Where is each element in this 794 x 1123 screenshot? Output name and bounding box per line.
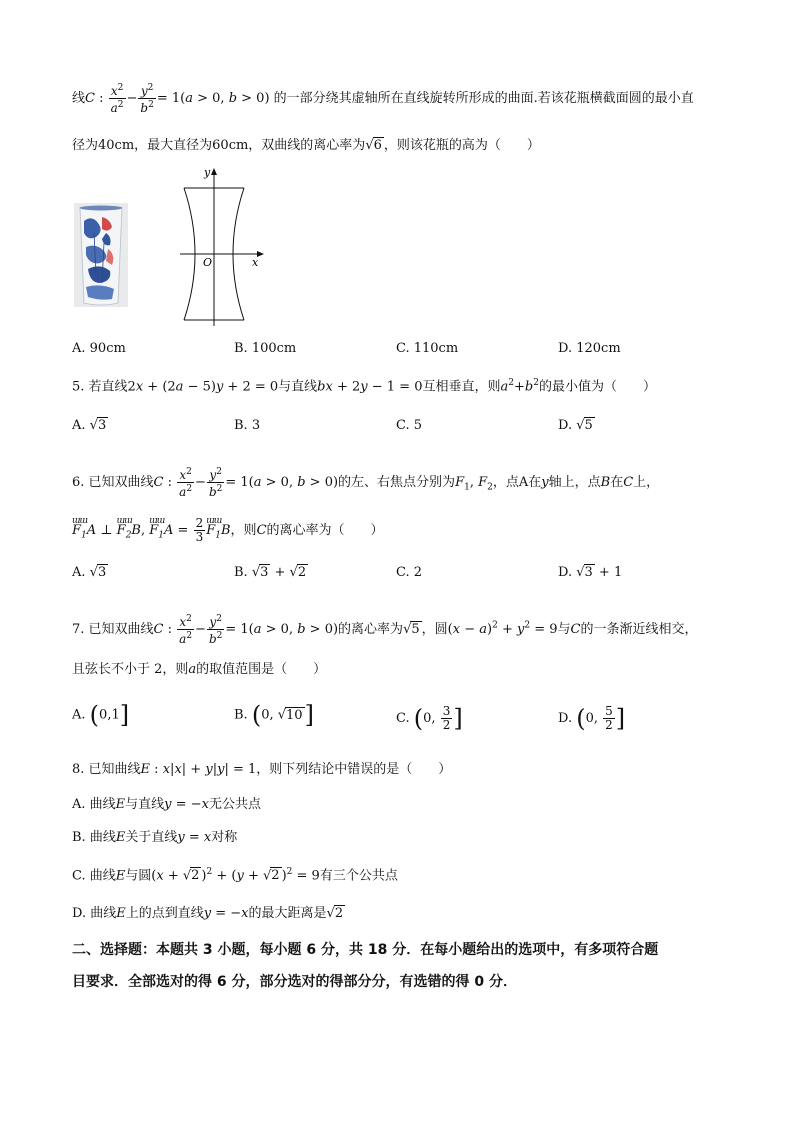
q7-stem-line-2: 且弦长不小于 2，则a的取值范围是（ ） xyxy=(72,662,327,677)
q7-option-a[interactable]: A. (0,1] xyxy=(72,701,130,729)
vase-image xyxy=(74,203,128,307)
q4-line-2: 径为40cm，最大直径为60cm，双曲线的离心率为√6 ，则该花瓶的高为（ ） xyxy=(72,138,540,153)
q4-option-b[interactable]: B. 100cm xyxy=(234,341,297,356)
q7-option-b[interactable]: B. (0, √10] xyxy=(234,701,314,729)
q4-option-d[interactable]: D. 120cm xyxy=(558,341,621,356)
q5-option-c[interactable]: C. 5 xyxy=(396,418,423,433)
hyperbola-graph xyxy=(176,166,268,328)
q4-option-a[interactable]: A. 90cm xyxy=(72,341,126,356)
section-2-heading-line-1: 二、选择题：本题共 3 小题，每小题 6 分，共 18 分．在每小题给出的选项中，有多项符合题 xyxy=(72,942,659,958)
q8-option-a[interactable]: A. 曲线E与直线y = −x无公共点 xyxy=(72,797,261,812)
section-2-heading-line-2: 目要求．全部选对的得 6 分，部分选对的得部分分，有选错的得 0 分． xyxy=(72,974,517,990)
q8-option-b[interactable]: B. 曲线E关于直线y = x对称 xyxy=(72,830,238,845)
q5-option-b[interactable]: B. 3 xyxy=(234,418,261,433)
q6-stem-line-2: ɯɯ $F_1A$ ⊥ ɯɯ $F_2B$, ɯɯ $F_1A$ = $\frac{2}{3}$ ɯɯ $F_1B$，则C的离心率为（ ） xyxy=(72,517,734,546)
q5-option-d[interactable]: D. √5 xyxy=(558,418,593,433)
q6-option-c[interactable]: C. 2 xyxy=(396,565,423,580)
q7-option-c[interactable]: C. (0, $\frac{3}{2}$ ] xyxy=(396,704,463,733)
graph-origin-label: O xyxy=(203,256,213,269)
q7-option-d[interactable]: D. (0, $\frac{5}{2}$ ] xyxy=(558,704,626,733)
q7-stem-line-1: 7. 已知双曲线C : $\frac{x^2}{a^2}$ − $\frac{y^2}{b^2}$ = 1(a > 0, b > 0)的离心率为√5 ，圆$(x - a)^2 + y^2 = 9$与C的一条渐近线相交， xyxy=(72,614,698,646)
q6-stem-line-1: 6. 已知双曲线C : $\frac{x^2}{a^2}$ − $\frac{y^2}{b^2}$ = 1(a > 0, b > 0)的左、右焦点分别为$F_1$, $F_2$，点A在y轴上，点B在C上， xyxy=(72,467,660,499)
q6-option-b[interactable]: B. √3 + √2 xyxy=(234,565,307,580)
q8-stem: 8. 已知曲线E : x|x| + y|y| = 1，则下列结论中错误的是（ ） xyxy=(72,762,452,777)
q5-option-a[interactable]: A. √3 xyxy=(72,418,107,433)
q6-option-a[interactable]: A. √3 xyxy=(72,565,107,580)
graph-x-label: x xyxy=(252,256,259,269)
q5-stem: 5. 若直线2x + (2a − 5)y + 2 = 0与直线bx + 2y − 1 = 0互相垂直，则$a^2+b^2$的最小值为（ ） xyxy=(72,378,656,395)
graph-y-label: y xyxy=(204,166,211,179)
q4-line-1: 线C : $\frac{x^2}{a^2}$ − $\frac{y^2}{b^2}$ = 1(a > 0, b > 0) 的一部分绕其虚轴所在直线旋转所形成的曲面.若该花瓶横截面圆的最小直 xyxy=(72,83,694,115)
q4-option-c[interactable]: C. 110cm xyxy=(396,341,459,356)
q6-option-d[interactable]: D. √3 + 1 xyxy=(558,565,623,580)
q8-option-c[interactable]: C. 曲线E与圆(x + √2 )$^2$ + (y + √2 )$^2$ = 9有三个公共点 xyxy=(72,867,398,884)
q8-option-d[interactable]: D. 曲线E上的点到直线y = −x的最大距离是√2 xyxy=(72,906,344,921)
